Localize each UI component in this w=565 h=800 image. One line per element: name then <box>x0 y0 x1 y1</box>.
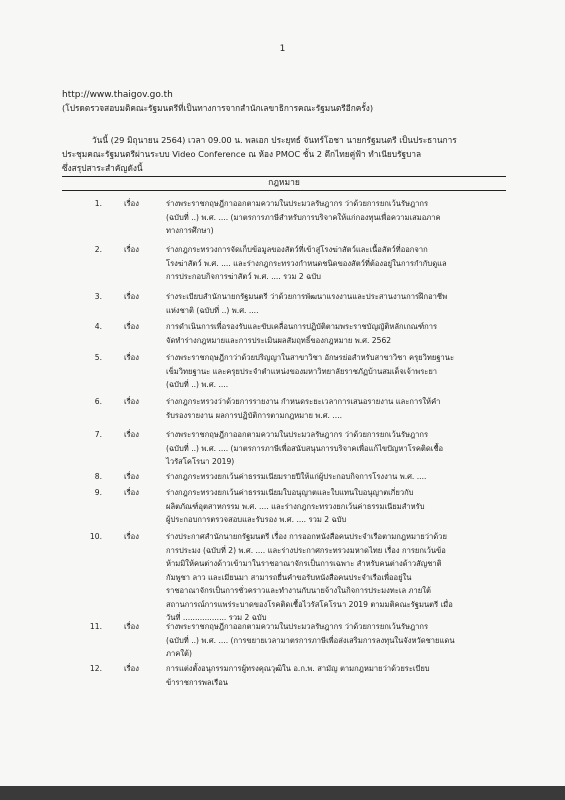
item-number: 7. <box>94 430 102 439</box>
item-text-line: รับรองรายงาน ผลการปฏิบัติการตามกฎหมาย พ.ศ. .... <box>166 410 343 420</box>
item-text-line: เข็มวิทยฐานะ และครุยประจำตำแหน่งของมหาวิทยาลัยราชภัฏบ้านสมเด็จเจ้าพระยา <box>166 366 438 376</box>
intro-paragraph <box>62 133 492 175</box>
item-text-line: จัดทำร่างกฎหมายและการประเมินผลสัมฤทธิ์ของกฎหมาย พ.ศ. 2562 <box>166 335 392 345</box>
agenda-item <box>62 351 522 392</box>
item-text-line: วันที่ .................. รวม 2 ฉบับ <box>166 613 267 622</box>
verification-note: (โปรดตรวจสอบมติคณะรัฐมนตรีที่เป็นทางการจากสำนักเลขาธิการคณะรัฐมนตรีอีกครั้ง) <box>62 103 374 113</box>
item-text-line: (ฉบับที่ ..) พ.ศ. .... (มาตรการภาษีสำหรับการบริจาคให้แก่กองทุนเพื่อความเสมอภาค <box>166 212 441 222</box>
item-label: เรื่อง <box>124 472 139 481</box>
item-text <box>166 290 512 317</box>
item-text-line: ไวรัสโคโรนา 2019) <box>166 457 235 466</box>
item-label: เรื่อง <box>124 353 139 362</box>
item-text-line: ร่างพระราชกฤษฎีกาออกตามความในประมวลรัษฎากร ว่าด้วยการยกเว้นรัษฎากร <box>166 622 429 631</box>
item-text-line: ร่างระเบียบสำนักนายกรัฐมนตรี ว่าด้วยการพัฒนาแรงงานและประสานงานการฝึกอาชีพ <box>166 292 448 301</box>
item-text-line: (ฉบับที่ ..) พ.ศ. .... <box>166 380 229 389</box>
agenda-item <box>62 197 522 238</box>
item-text <box>166 351 512 392</box>
item-text-line: ร่างพระราชกฤษฎีกาว่าด้วยปริญญาในสาขาวิชา อักษรย่อสำหรับสาขาวิชา ครุยวิทยฐานะ <box>166 353 455 362</box>
agenda-item <box>62 320 522 347</box>
item-text-line: สถานการณ์การแพร่ระบาดของโรคติดเชื้อไวรัสโคโรนา 2019 ตามมติคณะรัฐมนตรี เมื่อ <box>166 599 453 609</box>
agenda-item <box>62 620 522 661</box>
item-number: 8. <box>94 472 102 481</box>
item-text-line: ราชอาณาจักรเป็นการชั่วคราวและทำงานกับนายจ้างในกิจการประมงทะเล ภายใต้ <box>166 586 431 595</box>
intro-line: วันนี้ (29 มิถุนายน 2564) เวลา 09.00 น. พลเอก ประยุทธ์ จันทร์โอชา นายกรัฐมนตรี เป็นประธานการ <box>92 135 457 145</box>
page-number: 1 <box>279 44 286 54</box>
item-label: เรื่อง <box>124 622 139 631</box>
item-text-line: โรงฆ่าสัตว์ พ.ศ. .... และร่างกฎกระทรวงกำหนดชนิดของสัตว์ที่ต้องอยู่ในการกำกับดูแล <box>166 258 447 268</box>
item-text-line: ภาคใต้) <box>166 649 192 658</box>
item-label: เรื่อง <box>124 397 139 406</box>
item-label: เรื่อง <box>124 664 139 673</box>
item-text-line: ห้ามมิให้คนต่างด้าวเข้ามาในราชอาณาจักรเป็นการเฉพาะ สำหรับคนต่างด้าวสัญชาติ <box>166 559 442 568</box>
item-text <box>166 197 512 238</box>
item-text-line: ร่างกฎกระทรวงยกเว้นค่าธรรมเนียมใบอนุญาตและใบแทนใบอนุญาตเกี่ยวกับ <box>166 488 414 497</box>
agenda-item <box>62 243 522 284</box>
item-text-line: ผู้ประกอบการตรวจสอบและรับรอง พ.ศ. .... รวม 2 ฉบับ <box>166 515 347 524</box>
item-text-line: กัมพูชา ลาว และเมียนมา สามารถยื่นคำขอรับหนังสือคนประจำเรือเพื่ออยู่ใน <box>166 572 412 582</box>
item-label: เรื่อง <box>124 292 139 301</box>
item-text <box>166 530 512 625</box>
item-text <box>166 486 512 527</box>
item-text-line: การประกอบกิจการฆ่าสัตว์ พ.ศ. .... รวม 2 ฉบับ <box>166 272 321 281</box>
item-number: 1. <box>94 199 102 208</box>
item-text-line: ร่างกฎกระทรวงการจัดเก็บข้อมูลของสัตว์ที่เข้าสู่โรงฆ่าสัตว์และเนื้อสัตว์ที่ออกจาก <box>166 245 428 254</box>
item-number: 12. <box>89 664 102 673</box>
agenda-item <box>62 486 522 527</box>
item-label: เรื่อง <box>124 322 139 331</box>
item-text <box>166 395 512 422</box>
item-text <box>166 428 512 469</box>
item-text <box>166 320 512 347</box>
item-label: เรื่อง <box>124 199 139 208</box>
intro-line: ซึ่งสรุปสาระสำคัญดังนี้ <box>62 163 143 173</box>
item-text-line: การแต่งตั้งอนุกรรมการผู้ทรงคุณวุฒิใน อ.ก.พ. สามัญ ตามกฎหมายว่าด้วยระเบียบ <box>166 664 430 673</box>
section-heading: กฎหมาย <box>62 176 506 191</box>
item-number: 9. <box>94 488 102 497</box>
item-text-line: (ฉบับที่ ..) พ.ศ. .... (มาตรการภาษีเพื่อสนับสนุนการบริจาคเพื่อแก้ไขปัญหาโรคติดเชื้อ <box>166 443 444 453</box>
agenda-item <box>62 428 522 469</box>
item-number: 11. <box>89 622 102 631</box>
item-text-line: ทางการศึกษา) <box>166 226 214 235</box>
item-number: 5. <box>94 353 102 362</box>
item-text-line: (ฉบับที่ ..) พ.ศ. .... (การขยายเวลามาตรการภาษีเพื่อส่งเสริมการลงทุนในจังหวัดชายแดน <box>166 635 455 645</box>
item-text-line: ร่างกฎกระทรวงยกเว้นค่าธรรมเนียมรายปีให้แก่ผู้ประกอบกิจการโรงงาน พ.ศ. .... <box>166 472 427 481</box>
item-label: เรื่อง <box>124 488 139 497</box>
scan-edge <box>0 786 565 800</box>
item-label: เรื่อง <box>124 245 139 254</box>
item-text-line: ร่างพระราชกฤษฎีกาออกตามความในประมวลรัษฎากร ว่าด้วยการยกเว้นรัษฎากร <box>166 199 429 208</box>
item-number: 4. <box>94 322 102 331</box>
item-text-line: ร่างประกาศสำนักนายกรัฐมนตรี เรื่อง การออกหนังสือคนประจำเรือตามกฎหมายว่าด้วย <box>166 532 447 541</box>
item-number: 10. <box>89 532 102 541</box>
agenda-item <box>62 395 522 422</box>
agenda-item <box>62 530 522 625</box>
item-text-line: แห่งชาติ (ฉบับที่ ..) พ.ศ. .... <box>166 305 259 315</box>
item-text-line: ร่างพระราชกฤษฎีกาออกตามความในประมวลรัษฎากร ว่าด้วยการยกเว้นรัษฎากร <box>166 430 429 439</box>
item-text <box>166 620 512 661</box>
agenda-item <box>62 662 522 689</box>
item-text-line: ร่างกฎกระทรวงว่าด้วยการรายงาน กำหนดระยะเวลาการเสนอรายงาน และการให้คำ <box>166 397 441 406</box>
item-text-line: การดำเนินการเพื่อรองรับและขับเคลื่อนการปฏิบัติตามพระราชบัญญัติหลักเกณฑ์การ <box>166 322 438 331</box>
agenda-item <box>62 290 522 317</box>
item-number: 2. <box>94 245 102 254</box>
item-number: 3. <box>94 292 102 301</box>
item-label: เรื่อง <box>124 430 139 439</box>
source-url[interactable]: http://www.thaigov.go.th <box>62 90 173 100</box>
item-text-line: ผลิตภัณฑ์อุตสาหกรรม พ.ศ. .... และร่างกฎกระทรวงยกเว้นค่าธรรมเนียมสำหรับ <box>166 501 425 511</box>
item-number: 6. <box>94 397 102 406</box>
item-text-line: ข้าราชการพลเรือน <box>166 677 228 687</box>
item-text-line: การประมง (ฉบับที่ 2) พ.ศ. .... และร่างประกาศกระทรวงมหาดไทย เรื่อง การยกเว้นข้อ <box>166 545 446 555</box>
item-label: เรื่อง <box>124 532 139 541</box>
agenda-item <box>62 470 522 484</box>
item-text <box>166 243 512 284</box>
intro-line: ประชุมคณะรัฐมนตรีผ่านระบบ Video Conference ณ ห้อง PMOC ชั้น 2 ตึกไทยคู่ฟ้า ทำเนียบรัฐบาล <box>62 149 422 159</box>
item-text <box>166 662 512 689</box>
item-text <box>166 470 512 484</box>
